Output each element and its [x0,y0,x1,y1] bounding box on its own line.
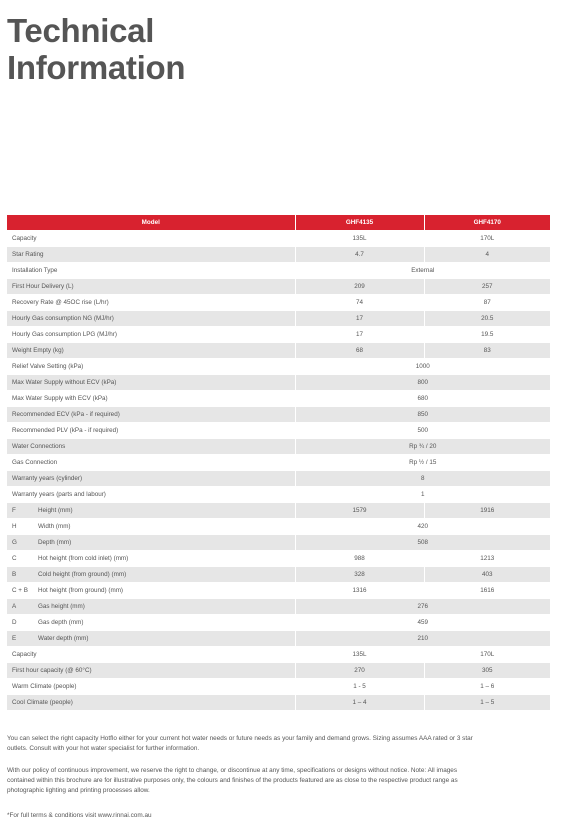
row-label-cell [7,311,295,327]
row-label: Depth (mm) [38,539,72,546]
row-label: Recommended ECV (kPa - if required) [12,411,120,418]
table-row [7,407,550,423]
shared-value-cell: 1 [295,487,550,503]
row-label: Installation Type [12,267,58,274]
row-label: Max Water Supply without ECV (kPa) [12,379,117,386]
ghf4170-value-cell: 257 [424,279,550,295]
row-label: Recovery Rate @ 45OC rise (L/hr) [12,299,109,306]
ghf4170-value-cell: 403 [424,567,550,583]
row-label-cell [7,359,295,375]
header-ghf4135: GHF4135 [295,215,424,231]
ghf4135-value-cell: 1316 [295,583,424,599]
row-label-cell [7,567,295,583]
table-row [7,375,550,391]
row-label: Max Water Supply with ECV (kPa) [12,395,108,402]
row-label-cell [7,647,295,663]
row-label-cell [7,503,295,519]
table-row [7,615,550,631]
row-label: Hot height (from ground) (mm) [38,587,124,594]
table-row [7,487,550,503]
ghf4170-value-cell: 1616 [424,583,550,599]
row-label-cell [7,231,295,247]
ghf4170-value-cell: 1 – 6 [424,679,550,695]
ghf4170-value-cell: 20.5 [424,311,550,327]
table-row [7,343,550,359]
table-row [7,247,550,263]
ghf4170-value-cell: 87 [424,295,550,311]
row-label: Capacity [12,651,37,658]
table-row [7,423,550,439]
shared-value-cell: Rp ¾ / 20 [295,439,550,455]
row-label: Hot height (from cold inlet) (mm) [38,555,129,562]
table-row [7,295,550,311]
row-label-cell [7,423,295,439]
row-label: Capacity [12,235,37,242]
table-row [7,679,550,695]
ghf4135-value-cell: 1 – 4 [295,695,424,711]
table-row [7,279,550,295]
row-label: Hourly Gas consumption NG (MJ/hr) [12,315,114,322]
row-label: Warranty years (parts and labour) [12,491,106,498]
shared-value-cell: 850 [295,407,550,423]
table-row [7,535,550,551]
ghf4135-value-cell: 1 - 5 [295,679,424,695]
dimension-code: B [12,571,17,578]
dimension-code: A [12,603,17,610]
table-header-row [7,215,550,231]
row-label: Warm Climate (people) [12,683,77,690]
table-row [7,311,550,327]
dimension-code: C [12,555,17,562]
ghf4135-value-cell: 135L [295,647,424,663]
ghf4170-value-cell: 4 [424,247,550,263]
row-label: Gas Connection [12,459,58,466]
row-label-cell [7,263,295,279]
row-label-cell [7,599,295,615]
row-label: Water depth (mm) [38,635,89,642]
table-row [7,439,550,455]
row-label: Water Connections [12,443,66,450]
shared-value-cell: 459 [295,615,550,631]
table-row [7,391,550,407]
shared-value-cell: 276 [295,599,550,615]
shared-value-cell: 1000 [295,359,550,375]
ghf4170-value-cell: 1 – 5 [424,695,550,711]
table-row [7,583,550,599]
row-label-cell [7,663,295,679]
technical-spec-table [7,215,550,710]
shared-value-cell: 420 [295,519,550,535]
ghf4135-value-cell: 270 [295,663,424,679]
table-row [7,631,550,647]
sizing-note: You can select the right capacity Hotflo either for your current hot water needs or future needs as your family and demand grows. Sizing assumes AAA rated or 3 star outlets. Consult with your hot water specialist for further information. [7,735,473,752]
shared-value-cell: 500 [295,423,550,439]
table-row [7,599,550,615]
ghf4135-value-cell: 4.7 [295,247,424,263]
row-label-cell [7,391,295,407]
row-label-cell [7,407,295,423]
row-label-cell [7,295,295,311]
ghf4170-value-cell: 170L [424,647,550,663]
ghf4170-value-cell: 305 [424,663,550,679]
table-row [7,663,550,679]
row-label-cell [7,343,295,359]
title-line-1: Technical [7,12,155,49]
row-label-cell [7,615,295,631]
dimension-code: D [12,619,17,626]
row-label: Recommended PLV (kPa - if required) [12,427,119,434]
ghf4135-value-cell: 17 [295,311,424,327]
row-label: Width (mm) [38,523,71,530]
table-row [7,359,550,375]
shared-value-cell: 8 [295,471,550,487]
page-title [7,12,185,86]
table-row [7,551,550,567]
table-row [7,647,550,663]
row-label: Cool Climate (people) [12,699,73,706]
shared-value-cell: 508 [295,535,550,551]
shared-value-cell: 680 [295,391,550,407]
row-label-cell [7,679,295,695]
row-label: Gas depth (mm) [38,619,84,626]
ghf4135-value-cell: 17 [295,327,424,343]
shared-value-cell: External [295,263,550,279]
row-label-cell [7,247,295,263]
dimension-code: C + B [12,587,28,594]
shared-value-cell: Rp ½ / 15 [295,455,550,471]
ghf4135-value-cell: 68 [295,343,424,359]
row-label-cell [7,279,295,295]
row-label: Height (mm) [38,507,73,514]
row-label-cell [7,487,295,503]
row-label: Cold height (from ground) (mm) [38,571,127,578]
table-row [7,519,550,535]
table-row [7,695,550,711]
dimension-code: F [12,507,16,514]
ghf4135-value-cell: 988 [295,551,424,567]
row-label-cell [7,551,295,567]
title-line-2: Information [7,49,186,86]
row-label: Hourly Gas consumption LPG (MJ/hr) [12,331,117,338]
dimension-code: G [12,539,17,546]
table-row [7,471,550,487]
ghf4135-value-cell: 1579 [295,503,424,519]
row-label-cell [7,471,295,487]
dimension-code: H [12,523,17,530]
row-label-cell [7,535,295,551]
row-label-cell [7,375,295,391]
table-row [7,567,550,583]
row-label: First Hour Delivery (L) [12,283,74,290]
row-label: First hour capacity (@ 60°C) [12,667,92,674]
row-label-cell [7,695,295,711]
row-label: Star Rating [12,251,44,258]
ghf4170-value-cell: 1916 [424,503,550,519]
ghf4170-value-cell: 83 [424,343,550,359]
table-row [7,263,550,279]
row-label-cell [7,631,295,647]
table-body [7,231,550,711]
ghf4135-value-cell: 328 [295,567,424,583]
header-model: Model [7,215,295,231]
ghf4170-value-cell: 170L [424,231,550,247]
ghf4170-value-cell: 1213 [424,551,550,567]
table-row [7,455,550,471]
ghf4170-value-cell: 19.5 [424,327,550,343]
ghf4135-value-cell: 74 [295,295,424,311]
terms-note: *For full terms & conditions visit www.rinnai.com.au [7,812,152,819]
disclaimer-note: With our policy of continuous improvement, we reserve the right to change, or discontinue at any time, specifications or designs without notice. Note: All images contained within this brochure are for illustrative purposes only, the colours and finishes of the products featured are as close to the respective product range as photographic lighting and printing processes allow. [7,767,458,794]
row-label-cell [7,519,295,535]
table-row [7,327,550,343]
shared-value-cell: 800 [295,375,550,391]
row-label: Gas height (mm) [38,603,85,610]
ghf4135-value-cell: 209 [295,279,424,295]
row-label-cell [7,439,295,455]
row-label-cell [7,583,295,599]
row-label-cell [7,327,295,343]
table-row [7,503,550,519]
ghf4135-value-cell: 135L [295,231,424,247]
row-label-cell [7,455,295,471]
shared-value-cell: 210 [295,631,550,647]
row-label: Relief Valve Setting (kPa) [12,363,84,370]
row-label: Warranty years (cylinder) [12,475,83,482]
row-label: Weight Empty (kg) [12,347,64,354]
header-ghf4170: GHF4170 [424,215,550,231]
dimension-code: E [12,635,17,642]
table-row [7,231,550,247]
